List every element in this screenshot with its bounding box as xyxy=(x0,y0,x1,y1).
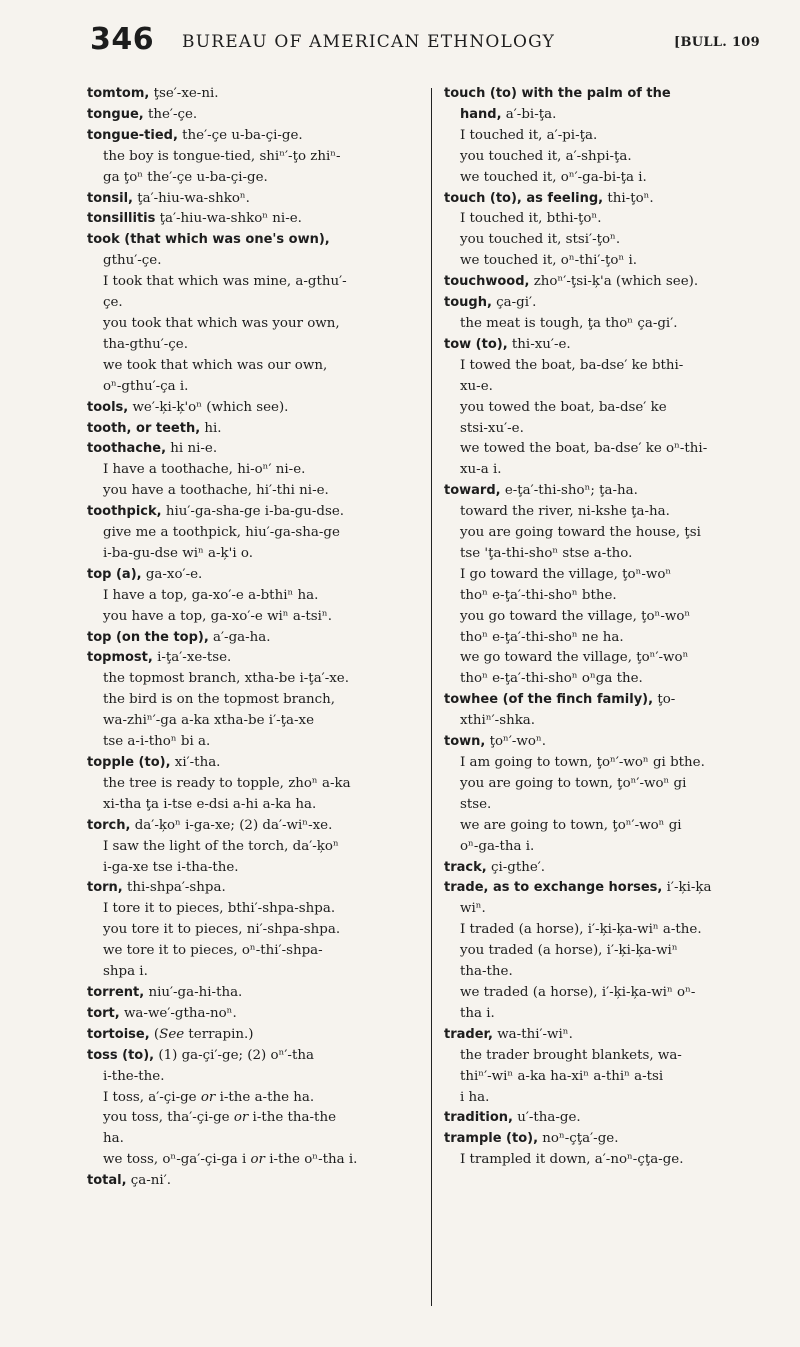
entry-text: ça-gi′. xyxy=(491,295,537,311)
entry-text: you toss, tha′-çi-ge xyxy=(103,1110,234,1126)
example-line xyxy=(87,774,412,795)
entry-text: shpa i. xyxy=(103,964,148,980)
entry-text: I have a toothache, hi-oⁿ′ ni-e. xyxy=(103,462,306,478)
entry-text: you tore it to pieces, ni′-shpa-shpa. xyxy=(103,922,341,938)
example-line xyxy=(444,586,769,607)
entry-text: you go toward the village, ţoⁿ-woⁿ xyxy=(460,608,691,624)
entry-text: u′-tha-ge. xyxy=(512,1110,581,1126)
right-column xyxy=(444,84,769,1171)
entry-text: the boy is tongue-tied, shiⁿ′-ţo zhiⁿ- xyxy=(103,148,341,164)
headword: hand, xyxy=(460,106,502,122)
entry-text: I took that which was mine, a-gthu′- xyxy=(103,274,347,290)
dictionary-entry-line xyxy=(87,983,412,1004)
entry-text: a′-bi-ţa. xyxy=(501,106,557,122)
entry-text: you are going toward the house, ţsi xyxy=(460,525,701,541)
entry-text: you traded (a horse), i′-ķi-ķa-wiⁿ xyxy=(460,943,678,959)
entry-text: thiⁿ′-wiⁿ a-ka ha-xiⁿ a-thiⁿ a-tsi xyxy=(460,1068,664,1084)
example-line xyxy=(87,314,412,335)
entry-text: ga-xo′-e. xyxy=(141,566,203,582)
entry-text: tha-the. xyxy=(460,964,513,980)
example-line xyxy=(444,899,769,920)
example-line xyxy=(444,523,769,544)
headword: touch (to), as feeling, xyxy=(444,190,604,206)
headword: trade, as to exchange horses, xyxy=(444,880,663,896)
entry-text: stsi-xu′-e. xyxy=(460,420,524,436)
entry-text: xthiⁿ′-shka. xyxy=(460,713,536,729)
entry-text: ţa′-hiu-wa-shkoⁿ ni-e. xyxy=(155,211,302,227)
example-line xyxy=(444,1150,769,1171)
entry-text: xi′-tha. xyxy=(170,755,221,770)
entry-text: we′-ķi-ķ'oⁿ (which see). xyxy=(128,399,289,415)
dictionary-entry-line xyxy=(87,565,412,586)
entry-text: we traded (a horse), i′-ķi-ķa-wiⁿ oⁿ- xyxy=(460,984,696,1000)
entry-text: xu-a i. xyxy=(460,462,502,478)
headword: total, xyxy=(87,1173,127,1189)
entry-text: i-ţa′-xe-tse. xyxy=(152,650,232,666)
example-line xyxy=(87,1150,412,1171)
entry-text: we toss, oⁿ-ga′-çi-ga i xyxy=(103,1152,251,1168)
entry-text: terrapin.) xyxy=(184,1026,254,1042)
entry-text: wa-we′-gtha-noⁿ. xyxy=(119,1005,237,1021)
page-header xyxy=(90,22,760,72)
example-line xyxy=(444,795,769,816)
entry-text: we are going to town, ţoⁿ′-woⁿ gi xyxy=(460,817,682,833)
example-line xyxy=(444,251,769,272)
dictionary-entry-line xyxy=(444,335,769,356)
entry-text: a′-ga-ha. xyxy=(208,629,271,645)
entry-text: the topmost branch, xtha-be i-ţa′-xe. xyxy=(103,671,349,687)
example-line xyxy=(444,1088,769,1109)
entry-text: niu′-ga-hi-tha. xyxy=(144,984,243,1000)
entry-text: oⁿ-ga-tha i. xyxy=(460,838,535,854)
headword: touchwood, xyxy=(444,274,530,290)
example-line xyxy=(444,419,769,440)
dictionary-entry-line xyxy=(444,189,769,210)
entry-text: xu-e. xyxy=(460,378,493,394)
entry-text: tse 'ţa-thi-shoⁿ stse a-tho. xyxy=(460,545,633,561)
entry-text: çe. xyxy=(103,295,123,311)
entry-text: tha-gthu′-çe. xyxy=(103,336,188,352)
headword: top (a), xyxy=(87,566,142,582)
example-line xyxy=(87,1129,412,1150)
entry-text: you touched it, stsi′-ţoⁿ. xyxy=(460,232,621,248)
entry-text: i-the-the. xyxy=(103,1068,165,1084)
dictionary-entry-line xyxy=(87,628,412,649)
example-line xyxy=(87,941,412,962)
dictionary-entry-line xyxy=(87,439,412,460)
headword: tort, xyxy=(87,1005,120,1021)
dictionary-entry-line xyxy=(444,1129,769,1150)
entry-text: the′-çe. xyxy=(143,106,198,122)
entry-text: (1) ga-çi′-ge; (2) oⁿ′-tha xyxy=(154,1047,314,1063)
example-line xyxy=(87,544,412,565)
example-line xyxy=(87,899,412,920)
entry-text: xi-tha ţa i-tse e-dsi a-hi a-ka ha. xyxy=(103,796,317,812)
dictionary-entry-line xyxy=(87,1025,412,1046)
bulletin-reference: [BULL. 109 xyxy=(674,35,760,50)
italic-text: or xyxy=(233,1110,249,1126)
headword: toss (to), xyxy=(87,1047,155,1063)
dictionary-entry-line xyxy=(87,648,412,669)
example-line xyxy=(87,669,412,690)
dictionary-entry-line xyxy=(87,816,412,837)
entry-text: toward the river, ni-kshe ţa-ha. xyxy=(460,504,670,520)
example-line xyxy=(444,398,769,419)
example-line xyxy=(444,962,769,983)
example-line xyxy=(87,335,412,356)
dictionary-entry-line xyxy=(87,502,412,523)
example-line xyxy=(87,168,412,189)
dictionary-entry-line xyxy=(87,1046,412,1067)
entry-text: I trampled it down, a′-noⁿ-çţa-ge. xyxy=(460,1152,684,1168)
headword: tonsillitis xyxy=(87,211,156,227)
headword: tortoise, xyxy=(87,1026,150,1042)
example-line xyxy=(444,983,769,1004)
entry-text: thi-shpa′-shpa. xyxy=(122,880,226,896)
example-line xyxy=(444,168,769,189)
example-line xyxy=(444,439,769,460)
dictionary-entry-line xyxy=(444,858,769,879)
headword: trader, xyxy=(444,1026,493,1042)
entry-text: çi-gthe′. xyxy=(486,859,546,875)
entry-text: we touched it, oⁿ-thi′-ţoⁿ i. xyxy=(460,253,638,269)
entry-text: da′-ķoⁿ i-ga-xe; (2) da′-wiⁿ-xe. xyxy=(130,817,333,833)
entry-text: e-ţa′-thi-shoⁿ; ţa-ha. xyxy=(500,483,638,499)
example-line xyxy=(444,920,769,941)
entry-text: tha i. xyxy=(460,1005,495,1021)
example-line xyxy=(444,648,769,669)
example-line xyxy=(444,147,769,168)
dictionary-entry-line xyxy=(87,419,412,440)
entry-text: I toss, a′-çi-ge xyxy=(103,1089,201,1105)
headword: torn, xyxy=(87,880,123,896)
example-line xyxy=(87,920,412,941)
dictionary-entry-line xyxy=(87,1004,412,1025)
entry-text: we go toward the village, ţoⁿ′-woⁿ xyxy=(460,650,689,666)
entry-text: ţoⁿ′-woⁿ. xyxy=(485,734,546,750)
entry-text: wa-thi′-wiⁿ. xyxy=(492,1026,573,1042)
entry-text: you touched it, a′-shpi-ţa. xyxy=(460,148,632,164)
entry-text: thi-ţoⁿ. xyxy=(603,190,654,206)
entry-text: i′-ķi-ķa xyxy=(662,880,712,896)
example-line xyxy=(87,732,412,753)
example-line xyxy=(444,711,769,732)
italic-text: or xyxy=(250,1152,265,1168)
headword: topple (to), xyxy=(87,755,171,770)
example-line xyxy=(87,858,412,879)
headword: toward, xyxy=(444,483,501,499)
entry-text: wa-zhiⁿ′-ga a-ka xtha-be i′-ţa-xe xyxy=(103,713,314,729)
example-line xyxy=(444,941,769,962)
entry-text: zhoⁿ′-ţsi-ķ'a (which see). xyxy=(529,274,699,290)
entry-text: you took that which was your own, xyxy=(103,315,340,331)
dictionary-entry-line xyxy=(87,230,412,251)
example-line xyxy=(87,795,412,816)
dictionary-entry-line xyxy=(87,209,412,230)
headword: toothache, xyxy=(87,441,167,457)
dictionary-entry-line xyxy=(444,272,769,293)
entry-text: the trader brought blankets, wa- xyxy=(460,1047,682,1063)
example-line xyxy=(444,314,769,335)
example-line xyxy=(87,1067,412,1088)
example-line xyxy=(444,1004,769,1025)
example-line xyxy=(444,837,769,858)
entry-text: i-ba-gu-dse wiⁿ a-ķ'i o. xyxy=(103,545,253,561)
entry-text: I towed the boat, ba-dse′ ke bthi- xyxy=(460,357,684,373)
entry-text: ga ţoⁿ the′-çe u-ba-çi-ge. xyxy=(103,169,268,185)
headword: tongue, xyxy=(87,106,144,122)
example-line xyxy=(444,377,769,398)
entry-text: thi-xu′-e. xyxy=(507,336,571,352)
headword: torrent, xyxy=(87,984,145,1000)
entry-text: ça-ni′. xyxy=(126,1173,171,1189)
dictionary-entry-line xyxy=(444,690,769,711)
entry-text: we towed the boat, ba-dse′ ke oⁿ-thi- xyxy=(460,441,708,457)
example-line xyxy=(444,628,769,649)
headword: tough, xyxy=(444,295,492,311)
dictionary-entry-line xyxy=(444,481,769,502)
entry-text: I am going to town, ţoⁿ′-woⁿ gi bthe. xyxy=(460,755,705,770)
example-line xyxy=(87,711,412,732)
example-line xyxy=(444,816,769,837)
example-line xyxy=(444,460,769,481)
entry-text: ( xyxy=(149,1026,160,1042)
example-line xyxy=(444,126,769,147)
entry-text: the meat is tough, ţa thoⁿ ça-gi′. xyxy=(460,315,678,331)
entry-text: wiⁿ. xyxy=(460,901,486,917)
entry-text: the bird is on the topmost branch, xyxy=(103,692,336,708)
headword: tradition, xyxy=(444,1110,513,1126)
example-line xyxy=(444,565,769,586)
entry-text: I saw the light of the torch, da′-ķoⁿ xyxy=(103,838,339,854)
entry-text: i ha. xyxy=(460,1089,490,1105)
entry-text: ţo- xyxy=(653,692,676,708)
example-line xyxy=(87,1108,412,1129)
headword: topmost, xyxy=(87,650,153,666)
entry-text: I have a top, ga-xo′-e a-bthiⁿ ha. xyxy=(103,587,319,603)
headword: trample (to), xyxy=(444,1131,539,1147)
entry-text: tse a-i-thoⁿ bi a. xyxy=(103,734,211,750)
headword: tomtom, xyxy=(87,86,150,101)
entry-text: I traded (a horse), i′-ķi-ķa-wiⁿ a-the. xyxy=(460,922,702,938)
entry-text: I go toward the village, ţoⁿ-woⁿ xyxy=(460,566,672,582)
headword: tooth, or teeth, xyxy=(87,420,201,436)
dictionary-entry-line xyxy=(444,878,769,899)
entry-text: you have a top, ga-xo′-e wiⁿ a-tsiⁿ. xyxy=(103,608,332,624)
dictionary-entry-line xyxy=(87,753,412,774)
page-number: 346 xyxy=(90,22,155,57)
example-line xyxy=(87,147,412,168)
dictionary-entry-line xyxy=(87,1171,412,1192)
example-line xyxy=(87,272,412,293)
example-line xyxy=(444,774,769,795)
headword: tongue-tied, xyxy=(87,127,178,143)
dictionary-entry-line xyxy=(444,1108,769,1129)
headword: tonsil, xyxy=(87,190,133,206)
entry-text: you have a toothache, hi′-thi ni-e. xyxy=(103,483,329,499)
headword: track, xyxy=(444,859,487,875)
example-line xyxy=(87,523,412,544)
entry-text: we tore it to pieces, oⁿ-thi′-shpa- xyxy=(103,943,323,959)
example-line xyxy=(87,837,412,858)
entry-text: hiu′-ga-sha-ge i-ba-gu-dse. xyxy=(161,504,345,520)
example-line xyxy=(87,377,412,398)
dictionary-entry-line xyxy=(444,293,769,314)
headword: torch, xyxy=(87,817,131,833)
entry-text: we took that which was our own, xyxy=(103,357,328,373)
entry-text: i-ga-xe tse i-tha-the. xyxy=(103,859,239,875)
headword: tow (to), xyxy=(444,336,508,352)
entry-text: hi. xyxy=(200,420,222,436)
entry-text: you are going to town, ţoⁿ′-woⁿ gi xyxy=(460,775,687,791)
example-line xyxy=(87,481,412,502)
example-line xyxy=(87,586,412,607)
headword: toothpick, xyxy=(87,504,162,520)
example-line xyxy=(87,1088,412,1109)
dictionary-entry-line xyxy=(87,84,412,105)
headword: towhee (of the finch family), xyxy=(444,692,654,708)
entry-text: I tore it to pieces, bthi′-shpa-shpa. xyxy=(103,901,336,917)
example-line xyxy=(87,293,412,314)
dictionary-entry-line xyxy=(87,398,412,419)
headword: tools, xyxy=(87,399,129,415)
column-divider xyxy=(431,88,432,1306)
example-line xyxy=(444,502,769,523)
example-line xyxy=(87,607,412,628)
entry-text: I touched it, a′-pi-ţa. xyxy=(460,127,598,143)
running-title: BUREAU OF AMERICAN ETHNOLOGY xyxy=(182,32,556,52)
entry-text: oⁿ-gthu′-ça i. xyxy=(103,378,189,394)
example-line xyxy=(444,356,769,377)
entry-text: you towed the boat, ba-dse′ ke xyxy=(460,399,667,415)
dictionary-entry-line xyxy=(444,105,769,126)
example-line xyxy=(87,962,412,983)
entry-text: i-the oⁿ-tha i. xyxy=(264,1152,358,1168)
example-line xyxy=(444,230,769,251)
entry-text: i-the a-the ha. xyxy=(215,1089,315,1105)
entry-text: I touched it, bthi-ţoⁿ. xyxy=(460,211,602,227)
entry-text: hi ni-e. xyxy=(166,441,218,457)
entry-text: ha. xyxy=(103,1131,124,1147)
italic-text: See xyxy=(159,1026,185,1042)
entry-text: ţse′-xe-ni. xyxy=(149,86,219,101)
entry-text: ţa′-hiu-wa-shkoⁿ. xyxy=(133,190,250,206)
example-line xyxy=(444,753,769,774)
headword: touch (to) with the palm of the xyxy=(444,86,671,101)
example-line xyxy=(87,460,412,481)
headword: town, xyxy=(444,734,486,750)
dictionary-entry-line xyxy=(444,84,769,105)
entry-text: gthu′-çe. xyxy=(103,253,162,269)
example-line xyxy=(444,669,769,690)
entry-text: thoⁿ e-ţa′-thi-shoⁿ oⁿga the. xyxy=(460,671,643,687)
entry-text: thoⁿ e-ţa′-thi-shoⁿ bthe. xyxy=(460,587,617,603)
dictionary-entry-line xyxy=(87,189,412,210)
dictionary-entry-line xyxy=(87,105,412,126)
example-line xyxy=(87,356,412,377)
entry-text: the tree is ready to topple, zhoⁿ a-ka xyxy=(103,775,351,791)
entry-text: i-the tha-the xyxy=(248,1110,336,1126)
entry-text: we touched it, oⁿ′-ga-bi-ţa i. xyxy=(460,169,647,185)
entry-text: noⁿ-çţa′-ge. xyxy=(538,1131,619,1147)
entry-text: thoⁿ e-ţa′-thi-shoⁿ ne ha. xyxy=(460,629,624,645)
example-line xyxy=(87,251,412,272)
entry-text: the′-çe u-ba-çi-ge. xyxy=(177,127,303,143)
dictionary-entry-line xyxy=(87,126,412,147)
italic-text: or xyxy=(200,1089,216,1105)
dictionary-entry-line xyxy=(444,732,769,753)
entry-text: stse. xyxy=(460,796,492,812)
example-line xyxy=(444,1067,769,1088)
left-column xyxy=(87,84,412,1192)
example-line xyxy=(87,690,412,711)
example-line xyxy=(444,209,769,230)
dictionary-entry-line xyxy=(444,1025,769,1046)
example-line xyxy=(444,544,769,565)
headword: top (on the top), xyxy=(87,629,209,645)
example-line xyxy=(444,1046,769,1067)
example-line xyxy=(444,607,769,628)
dictionary-entry-line xyxy=(87,878,412,899)
headword: took (that which was one's own), xyxy=(87,232,330,248)
entry-text: give me a toothpick, hiu′-ga-sha-ge xyxy=(103,525,340,541)
